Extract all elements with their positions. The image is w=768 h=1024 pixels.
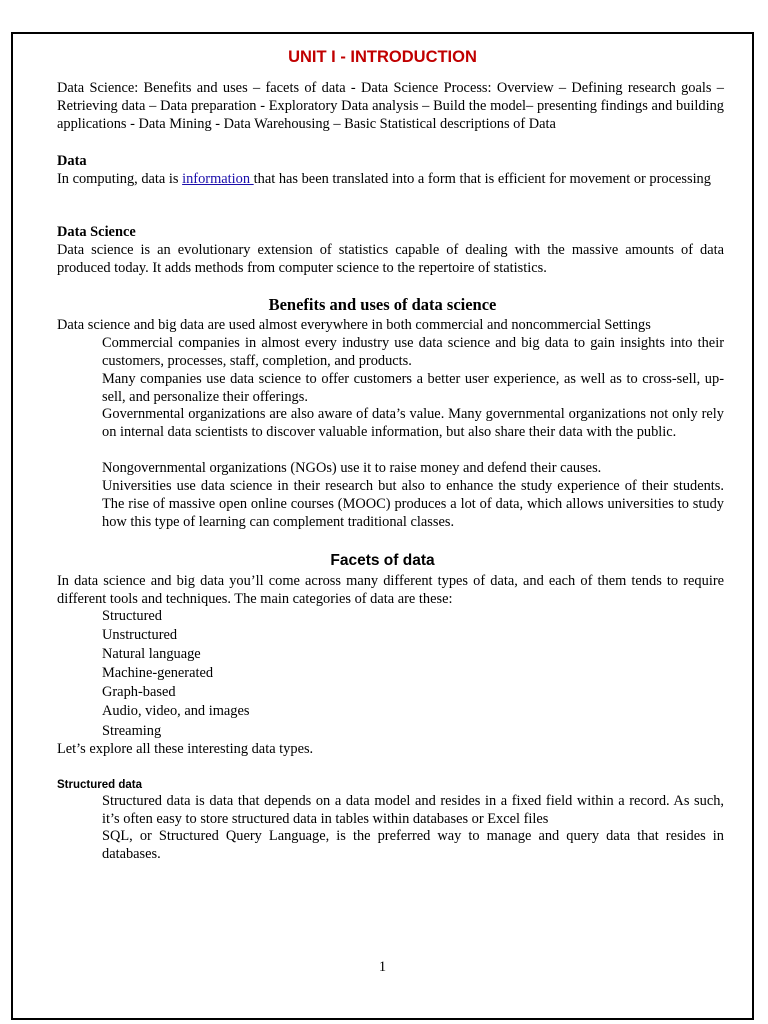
list-item: Unstructured bbox=[102, 627, 178, 644]
facets-heading: Facets of data bbox=[330, 552, 435, 569]
data-text-after: that has been translated into a form that is efficient for movement or processing bbox=[253, 171, 711, 187]
benefit-item: Governmental organizations are also aware of data’s value. Many governmental organizations not only rely on internal data scientists to discover valuable information, but also share their data with the public. bbox=[102, 406, 724, 441]
structured-item: SQL, or Structured Query Language, is the preferred way to manage and query data that resides in databases. bbox=[102, 828, 724, 863]
data-heading: Data bbox=[57, 153, 87, 169]
data-definition bbox=[57, 170, 724, 188]
benefit-item: Nongovernmental organizations (NGOs) use it to raise money and defend their causes. bbox=[102, 460, 602, 476]
syllabus-paragraph: Data Science: Benefits and uses – facets of data - Data Science Process: Overview – Defining research goals – Retrieving data – Data preparation - Exploratory Data analysis – Build the model– presenting findings and building applications - Data Mining - Data Warehousing – Basic Statistical descriptions of Data bbox=[57, 80, 724, 133]
page-number: 1 bbox=[378, 959, 387, 975]
structured-item: Structured data is data that depends on a data model and resides in a fixed field within a record. As such, it’s often easy to store structured data in tables within databases or Excel files bbox=[102, 793, 724, 828]
benefits-heading: Benefits and uses of data science bbox=[268, 295, 497, 314]
list-item: Structured bbox=[102, 608, 162, 624]
data-text-before: In computing, data is bbox=[57, 171, 183, 187]
list-item: Streaming bbox=[102, 722, 162, 739]
benefit-item: Universities use data science in their research but also to enhance the study experience of their students. The rise of massive open online courses (MOOC) produces a lot of data, which allows universities to study how this type of learning can complement traditional classes. bbox=[102, 478, 724, 531]
list-item: Natural language bbox=[102, 646, 201, 663]
list-item: Graph-based bbox=[102, 684, 176, 701]
list-item: Machine-generated bbox=[102, 665, 214, 682]
facets-outro: Let’s explore all these interesting data types. bbox=[57, 741, 314, 757]
facets-category-list bbox=[102, 607, 249, 741]
list-item: Audio, video, and images bbox=[102, 703, 250, 720]
structured-data-heading: Structured data bbox=[57, 779, 142, 791]
benefit-item: Commercial companies in almost every industry use data science and big data to gain insights into their customers, processes, staff, completion, and products. bbox=[102, 335, 724, 370]
facets-intro: In data science and big data you’ll come across many different types of data, and each of them tends to require different tools and techniques. The main categories of data are these: bbox=[57, 573, 724, 608]
document-page bbox=[11, 32, 754, 1020]
data-science-heading: Data Science bbox=[57, 224, 136, 240]
information-link[interactable]: information bbox=[182, 171, 254, 187]
data-science-definition: Data science is an evolutionary extension of statistics capable of dealing with the massive amounts of data produced today. It adds methods from computer science to the repertoire of statistics. bbox=[57, 242, 724, 277]
benefit-item: Many companies use data science to offer customers a better user experience, as well as to cross-sell, up-sell, and personalize their offerings. bbox=[102, 371, 724, 406]
benefits-intro: Data science and big data are used almost everywhere in both commercial and noncommercial Settings bbox=[57, 317, 651, 333]
unit-title: UNIT I - INTRODUCTION bbox=[288, 48, 477, 66]
